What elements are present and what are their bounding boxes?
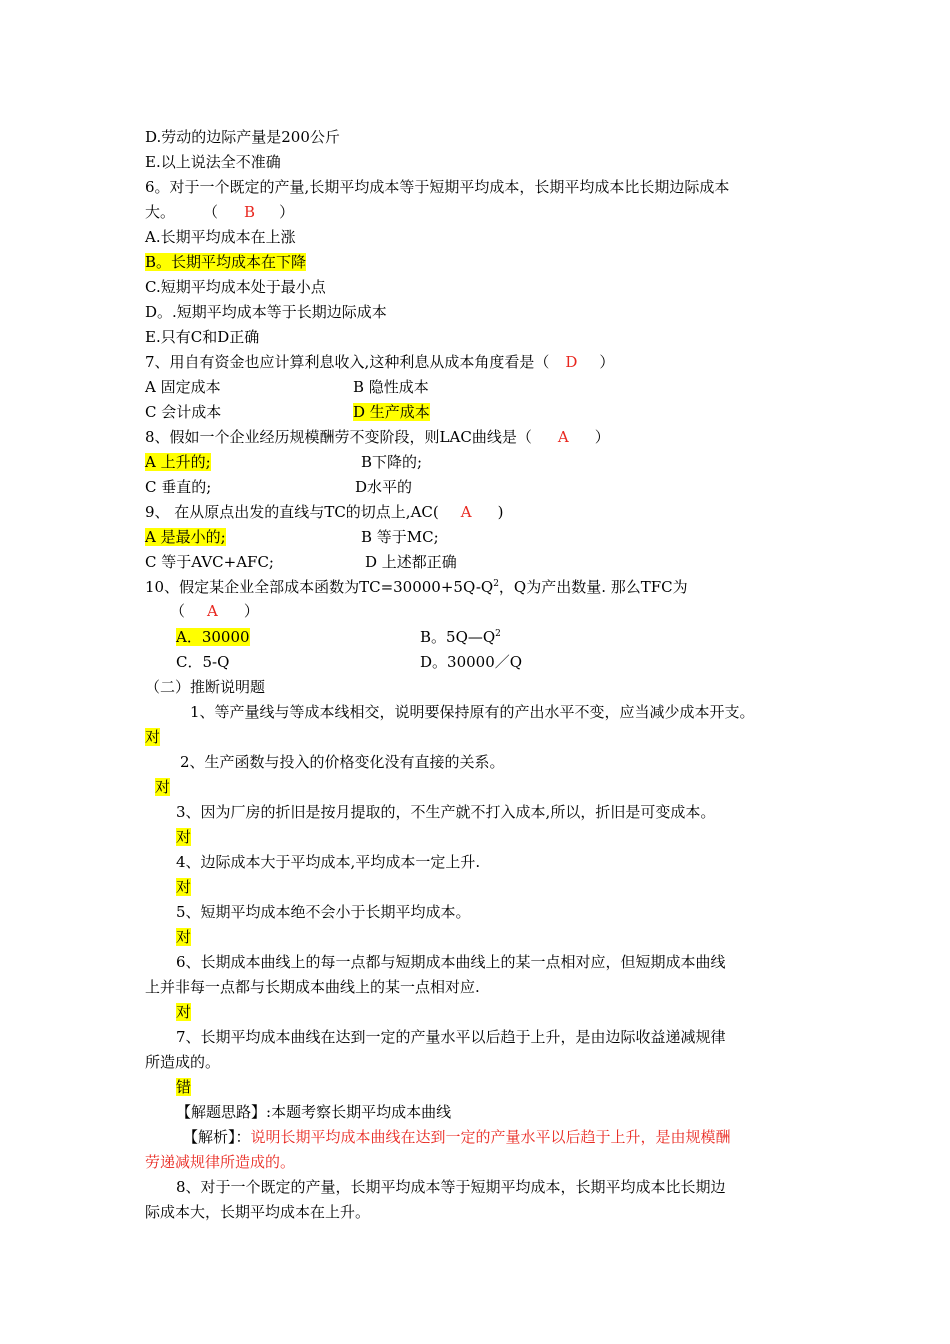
tf-answer-7: 错 — [176, 1078, 192, 1096]
q8-answer: A — [557, 428, 569, 446]
tf-item-1: 1、等产量线与等成本线相交，说明要保持原有的产出水平不变，应当减少成本开支。 — [190, 703, 755, 721]
q7-option-d: D 生产成本 — [353, 403, 430, 421]
q6-stem-tail: 大。 — [145, 203, 176, 221]
tf-item-3: 3、因为厂房的折旧是按月提取的，不生产就不打入成本,所以，折旧是可变成本。 — [176, 803, 716, 821]
analysis: 【解析】：说明长期平均成本曲线在达到一定的产量水平以后趋于上升，是由规模酬 — [183, 1128, 731, 1146]
solution-approach: 【解题思路】:本题考察长期平均成本曲线 — [176, 1103, 452, 1121]
tf-item-8-cont: 际成本大，长期平均成本在上升。 — [145, 1203, 371, 1221]
q6-stem-cont — [145, 202, 294, 222]
q6-option-a: A.长期平均成本在上涨 — [145, 228, 296, 246]
q7-option-b: B 隐性成本 — [353, 378, 429, 396]
q10-stem: 10、假定某企业全部成本函数为$TC=30000+5Q-Q^2$，Q为产出数量. 那么TFC为 — [145, 578, 688, 596]
paren-open: （ — [203, 203, 219, 221]
q10-paren: （ A ） — [170, 602, 259, 620]
q7-option-a: A 固定成本 — [145, 378, 221, 396]
q9-answer: A — [460, 503, 472, 521]
q10-option-b: B。$5Q—Q^2$ — [420, 628, 501, 646]
q6-option-c: C.短期平均成本处于最小点 — [145, 278, 326, 296]
tf-item-7: 7、长期平均成本曲线在达到一定的产量水平以后趋于上升，是由边际收益递减规律 — [176, 1028, 726, 1046]
q6-option-d: D。.短期平均成本等于长期边际成本 — [145, 303, 387, 321]
q9-option-b: B 等于MC; — [361, 528, 439, 546]
q7-stem: 7、用自有资金也应计算利息收入,这种利息从成本角度看是（ D ） — [145, 353, 615, 371]
tf-item-4: 4、边际成本大于平均成本,平均成本一定上升. — [176, 853, 481, 871]
tf-answer-6: 对 — [176, 1003, 192, 1021]
q8-option-a: A 上升的; — [145, 453, 211, 471]
q5-option-e: E.以上说法全不准确 — [145, 153, 281, 171]
tf-item-2: 2、生产函数与投入的价格变化没有直接的关系。 — [180, 753, 505, 771]
q9-option-d: D 上述都正确 — [365, 553, 457, 571]
tf-item-6: 6、长期成本曲线上的每一点都与短期成本曲线上的某一点相对应，但短期成本曲线 — [176, 953, 726, 971]
q10-option-d: D。30000／Q — [420, 653, 523, 671]
tf-answer-5: 对 — [176, 928, 192, 946]
q9-stem: 9、 在从原点出发的直线与TC的切点上,AC( A ) — [145, 503, 504, 521]
q5-option-d: D.劳动的边际产量是200公斤 — [145, 128, 340, 146]
tf-answer-2: 对 — [155, 778, 171, 796]
q7-answer: D — [565, 353, 578, 371]
q10-answer: A — [207, 602, 218, 620]
tf-answer-3: 对 — [176, 828, 192, 846]
analysis-cont: 劳递减规律所造成的。 — [145, 1153, 296, 1171]
tf-item-5: 5、短期平均成本绝不会小于长期平均成本。 — [176, 903, 471, 921]
q8-option-d: D水平的 — [355, 478, 413, 496]
q6-option-e: E.只有C和D正确 — [145, 328, 260, 346]
tf-item-6-cont: 上并非每一点都与长期成本曲线上的某一点相对应. — [145, 978, 480, 996]
q10-option-c: C．5-Q — [176, 653, 230, 671]
q8-option-b: B下降的; — [361, 453, 423, 471]
q6-stem: 6。对于一个既定的产量,长期平均成本等于短期平均成本，长期平均成本比长期边际成本 — [145, 178, 730, 196]
tf-item-7-cont: 所造成的。 — [145, 1053, 221, 1071]
q6-answer: B — [244, 203, 256, 221]
tf-answer-1: 对 — [145, 728, 161, 746]
q7-option-c: C 会计成本 — [145, 403, 222, 421]
q10-option-a: A．30000 — [176, 628, 250, 646]
tf-item-8: 8、对于一个既定的产量，长期平均成本等于短期平均成本，长期平均成本比长期边 — [176, 1178, 726, 1196]
tf-answer-4: 对 — [176, 878, 192, 896]
q8-option-c: C 垂直的; — [145, 478, 212, 496]
section-heading: （二）推断说明题 — [145, 678, 266, 696]
q9-option-c: C 等于AVC+AFC; — [145, 553, 274, 571]
paren-close: ） — [279, 203, 295, 221]
q9-option-a: A 是最小的; — [145, 528, 226, 546]
q8-stem: 8、假如一个企业经历规模酬劳不变阶段，则LAC曲线是（ A ） — [145, 428, 610, 446]
q6-option-b: B。长期平均成本在下降 — [145, 253, 307, 271]
